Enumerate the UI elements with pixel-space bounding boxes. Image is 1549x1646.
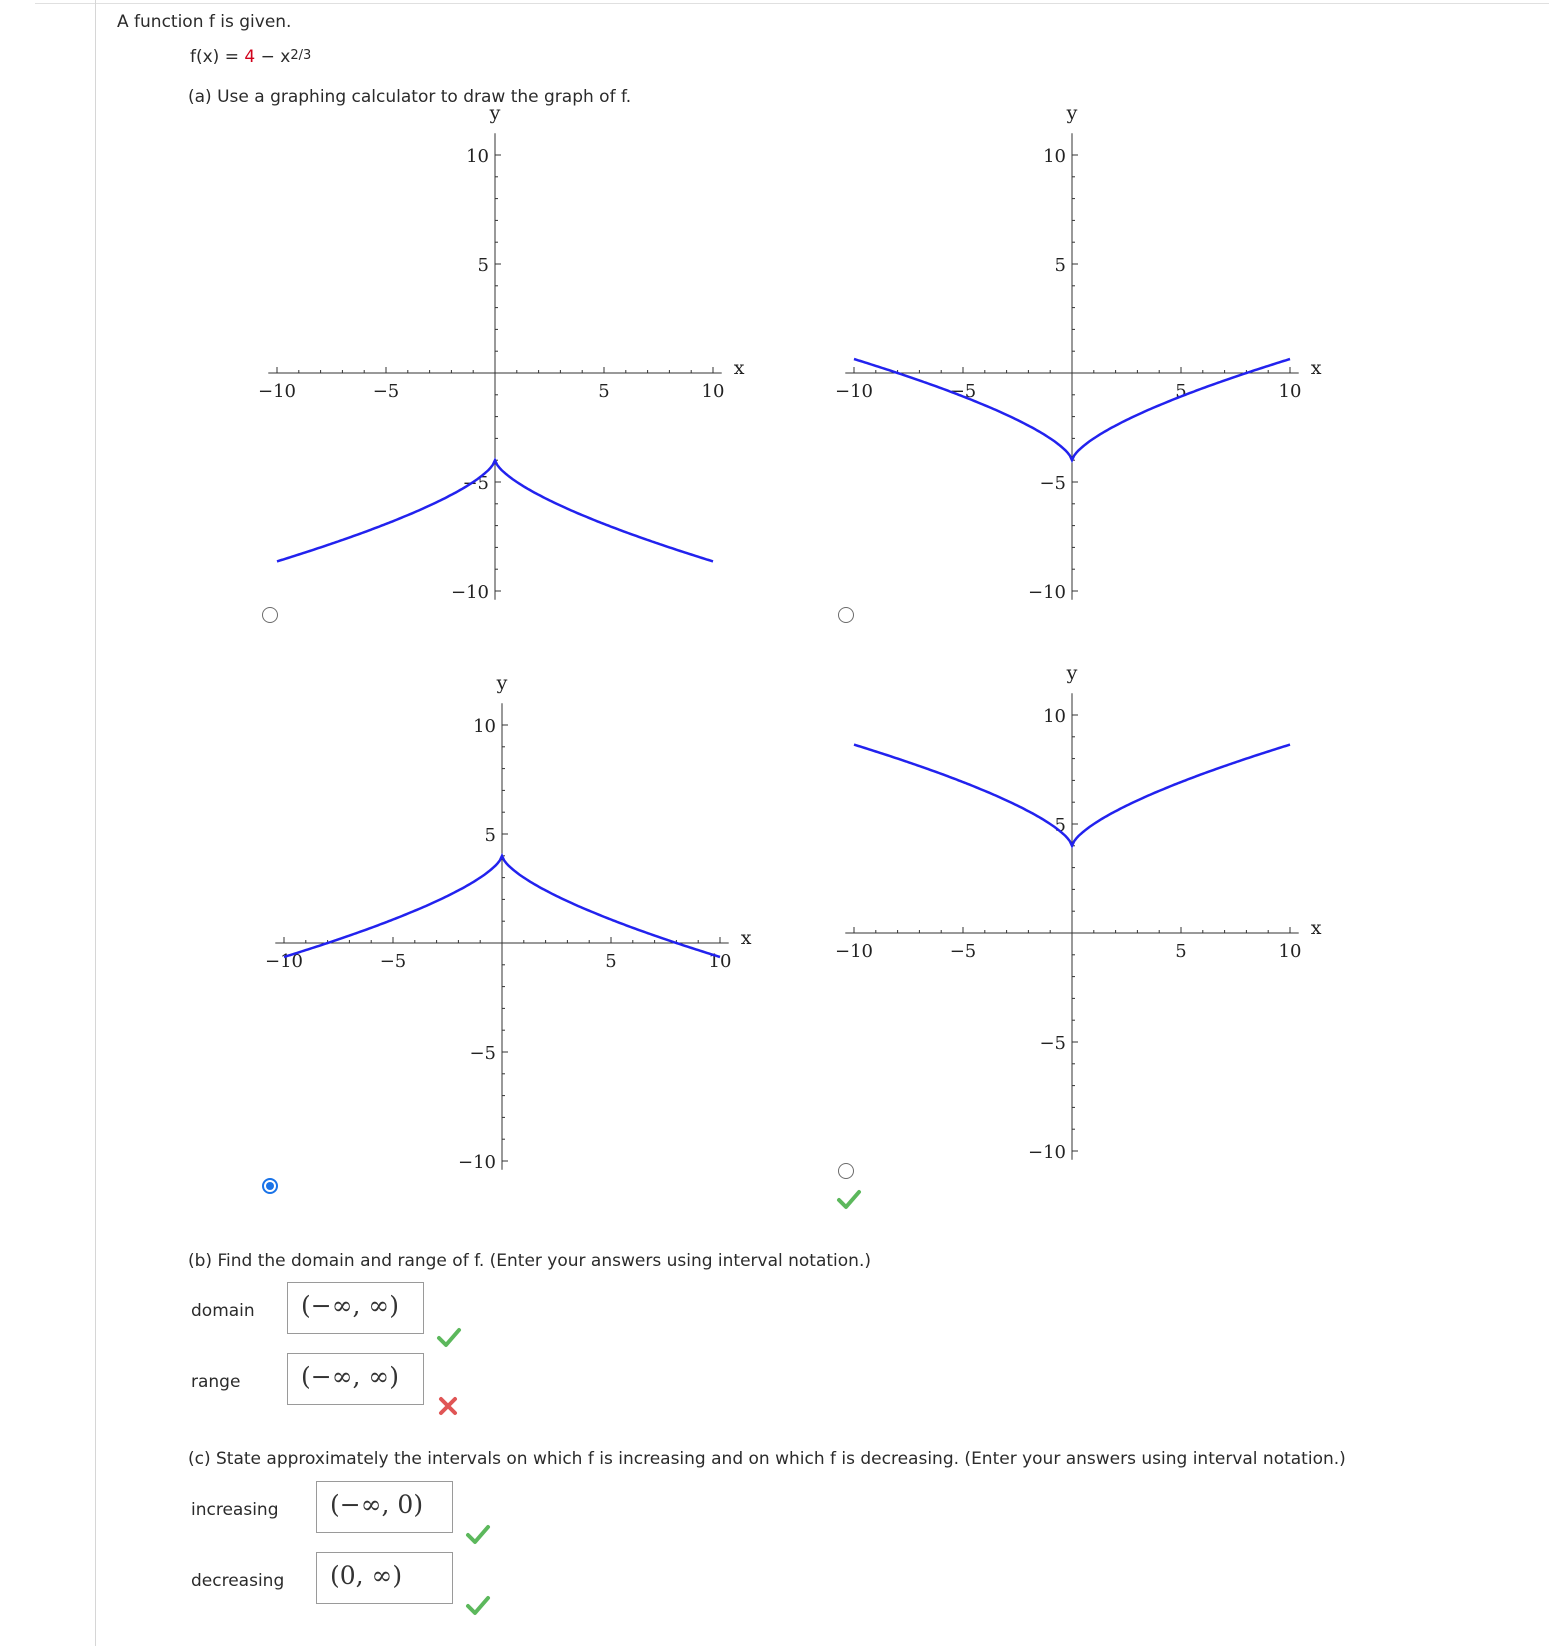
- increasing-correct-check-icon: [465, 1523, 491, 1545]
- x-tick-label: 10: [1278, 381, 1302, 402]
- top-divider: [35, 3, 1549, 4]
- x-tick-label: −5: [949, 381, 977, 402]
- x-tick-label: 5: [1175, 941, 1187, 962]
- x-tick-label: −10: [258, 381, 296, 402]
- left-divider: [95, 0, 96, 1646]
- x-axis-label: x: [740, 927, 752, 949]
- y-tick-label: −10: [1028, 1142, 1066, 1163]
- y-tick-label: −5: [469, 1043, 496, 1064]
- x-tick-label: 5: [605, 951, 617, 972]
- x-tick-label: 5: [1175, 381, 1187, 402]
- decreasing-correct-check-icon: [465, 1594, 491, 1616]
- formula-lhs: f(x) =: [190, 47, 245, 67]
- problem-intro: A function f is given.: [117, 12, 292, 32]
- part-b-prompt: (b) Find the domain and range of f. (Enter your answers using interval notation.): [188, 1251, 871, 1271]
- decreasing-input[interactable]: (0, ∞): [316, 1552, 453, 1604]
- y-tick-label: 10: [466, 146, 489, 167]
- range-input[interactable]: (−∞, ∞): [287, 1353, 424, 1405]
- part-a-prompt: (a) Use a graphing calculator to draw the graph of f.: [188, 87, 632, 107]
- x-axis-label: x: [1310, 917, 1322, 939]
- y-tick-label: −5: [462, 473, 489, 494]
- y-tick-label: 5: [1054, 815, 1066, 836]
- y-tick-label: 10: [1043, 146, 1066, 167]
- increasing-input[interactable]: (−∞, 0): [316, 1481, 453, 1533]
- domain-label: domain: [191, 1301, 255, 1321]
- x-tick-label: −10: [835, 941, 873, 962]
- part-c-prompt: (c) State approximately the intervals on which f is increasing and on which f is decreasing. (Enter your answers using interval notation.): [188, 1449, 1346, 1469]
- x-tick-label: −5: [379, 951, 407, 972]
- domain-correct-check-icon: [436, 1326, 462, 1348]
- formula-op: − x: [255, 47, 291, 67]
- graph-option-1: [258, 102, 780, 635]
- y-tick-label: 5: [477, 255, 489, 276]
- x-tick-label: −5: [949, 941, 977, 962]
- y-tick-label: 10: [473, 716, 496, 737]
- y-tick-label: 5: [1054, 255, 1066, 276]
- decreasing-label: decreasing: [191, 1571, 285, 1591]
- graph-option-2: [835, 102, 1357, 635]
- function-formula: [190, 47, 311, 67]
- y-tick-label: −5: [1039, 473, 1066, 494]
- x-axis-label: x: [733, 357, 745, 379]
- y-axis-label: y: [1066, 662, 1078, 685]
- x-tick-label: −10: [835, 381, 873, 402]
- y-axis-label: y: [489, 102, 501, 125]
- domain-input[interactable]: (−∞, ∞): [287, 1282, 424, 1334]
- y-tick-label: −5: [1039, 1033, 1066, 1054]
- formula-exponent: 2/3: [290, 48, 312, 63]
- y-tick-label: −10: [458, 1152, 496, 1173]
- x-tick-label: 5: [598, 381, 610, 402]
- x-axis-label: x: [1310, 357, 1322, 379]
- graph-option-4: [835, 662, 1357, 1195]
- graph-option-3-radio[interactable]: [262, 1178, 278, 1194]
- y-axis-label: y: [496, 672, 508, 695]
- x-tick-label: 10: [708, 951, 732, 972]
- range-incorrect-x-icon: [437, 1395, 459, 1417]
- formula-constant: 4: [244, 47, 256, 67]
- y-tick-label: 5: [484, 825, 496, 846]
- y-tick-label: 10: [1043, 706, 1066, 727]
- x-tick-label: −5: [372, 381, 400, 402]
- x-tick-label: 10: [701, 381, 725, 402]
- graph-correct-check-icon: [836, 1188, 862, 1210]
- x-tick-label: 10: [1278, 941, 1302, 962]
- y-axis-label: y: [1066, 102, 1078, 125]
- x-tick-label: −10: [265, 951, 303, 972]
- y-tick-label: −10: [1028, 582, 1066, 603]
- graph-option-3: [265, 672, 787, 1205]
- y-tick-label: −10: [451, 582, 489, 603]
- increasing-label: increasing: [191, 1500, 279, 1520]
- range-label: range: [191, 1372, 241, 1392]
